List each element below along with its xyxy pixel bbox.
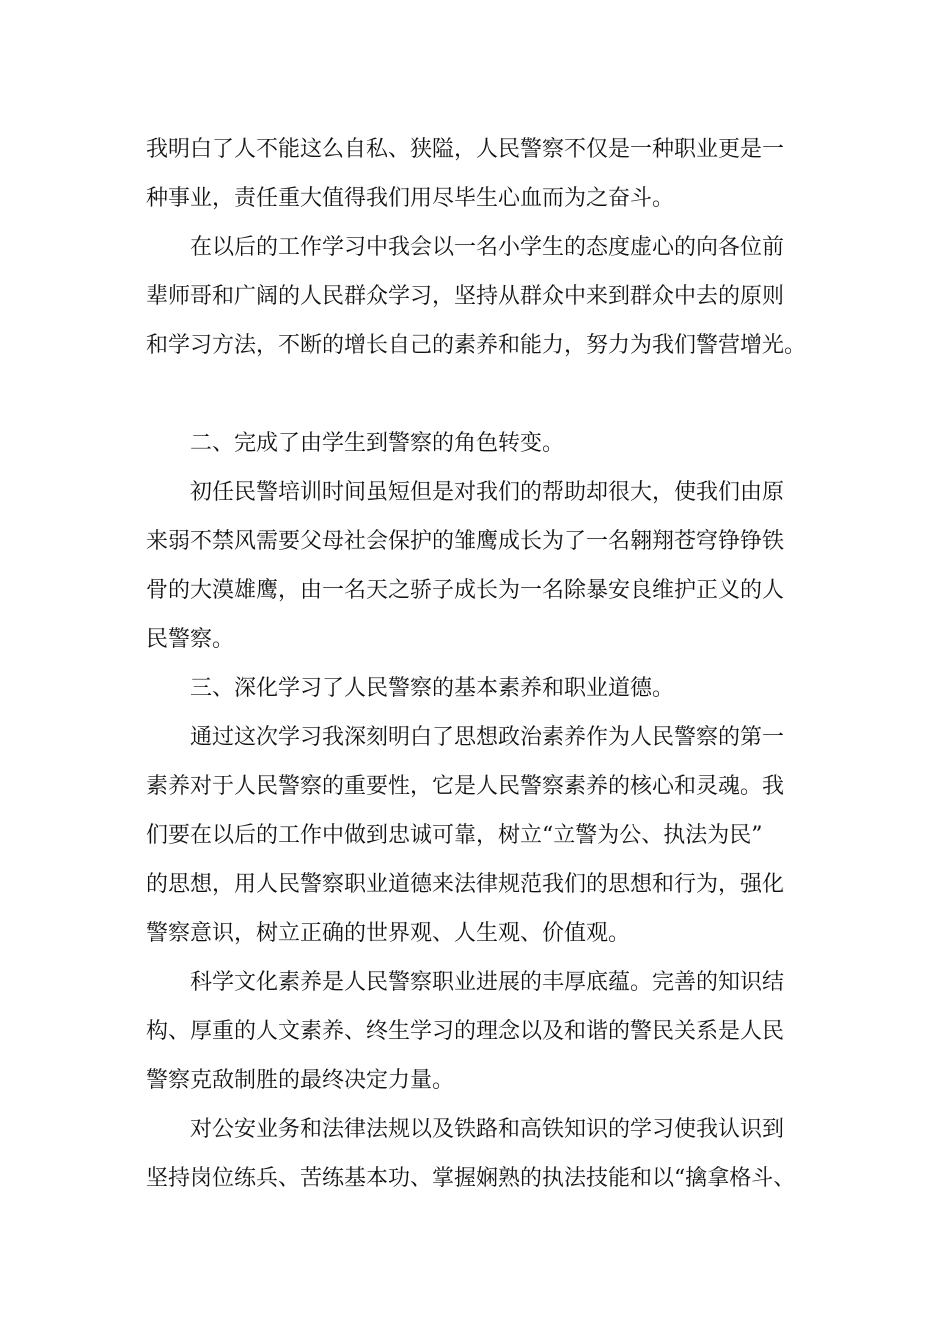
text-line: 警察克敌制胜的最终决定力量。	[146, 1068, 455, 1093]
text-line: 通过这次学习我深刻明白了思想政治素养作为人民警察的第一	[190, 725, 785, 750]
text-line: 骨的大漠雄鹰，由一名天之骄子成长为一名除暴安良维护正义的人	[146, 578, 785, 603]
paragraph-3	[146, 468, 810, 664]
section-heading-2	[146, 419, 810, 468]
text-line: 我明白了人不能这么自私、狭隘，人民警察不仅是一种职业更是一	[146, 137, 785, 162]
text-line: 在以后的工作学习中我会以一名小学生的态度虚心的向各位前	[190, 235, 785, 260]
text-line: 对公安业务和法律法规以及铁路和高铁知识的学习使我认识到	[190, 1117, 785, 1142]
text-line: 的思想，用人民警察职业道德来法律规范我们的思想和行为，强化	[146, 872, 785, 897]
paragraph-5	[146, 958, 810, 1105]
text-line: 种事业，责任重大值得我们用尽毕生心血而为之奋斗。	[146, 186, 675, 211]
paragraph-4	[146, 713, 810, 958]
text-line: 科学文化素养是人民警察职业进展的丰厚底蕴。完善的知识结	[190, 970, 785, 995]
text-line: 初任民警培训时间虽短但是对我们的帮助却很大，使我们由原	[190, 480, 785, 505]
text-line: 来弱不禁风需要父母社会保护的雏鹰成长为了一名翱翔苍穹铮铮铁	[146, 529, 785, 554]
paragraph-1	[146, 125, 810, 223]
text-line: 构、厚重的人文素养、终生学习的理念以及和谐的警民关系是人民	[146, 1019, 785, 1044]
text-line: 民警察。	[146, 627, 235, 652]
text-line: 坚持岗位练兵、苦练基本功、掌握娴熟的执法技能和以“擒拿格斗、	[146, 1166, 796, 1191]
text-line: 警察意识，树立正确的世界观、人生观、价值观。	[146, 921, 631, 946]
paragraph-spacer	[146, 370, 810, 419]
section-heading-3	[146, 664, 810, 713]
paragraph-2	[146, 223, 810, 370]
text-line: 素养对于人民警察的重要性，它是人民警察素养的核心和灵魂。我	[146, 774, 785, 799]
heading-line: 三、深化学习了人民警察的基本素养和职业道德。	[190, 676, 675, 701]
heading-line: 二、完成了由学生到警察的角色转变。	[190, 431, 565, 456]
document-body	[146, 125, 810, 1203]
text-line: 辈师哥和广阔的人民群众学习，坚持从群众中来到群众中去的原则	[146, 284, 785, 309]
text-line: 们要在以后的工作中做到忠诚可靠，树立“立警为公、执法为民”	[146, 823, 763, 848]
text-line: 和学习方法，不断的增长自己的素养和能力，努力为我们警营增光。	[146, 333, 807, 358]
paragraph-6	[146, 1105, 810, 1203]
